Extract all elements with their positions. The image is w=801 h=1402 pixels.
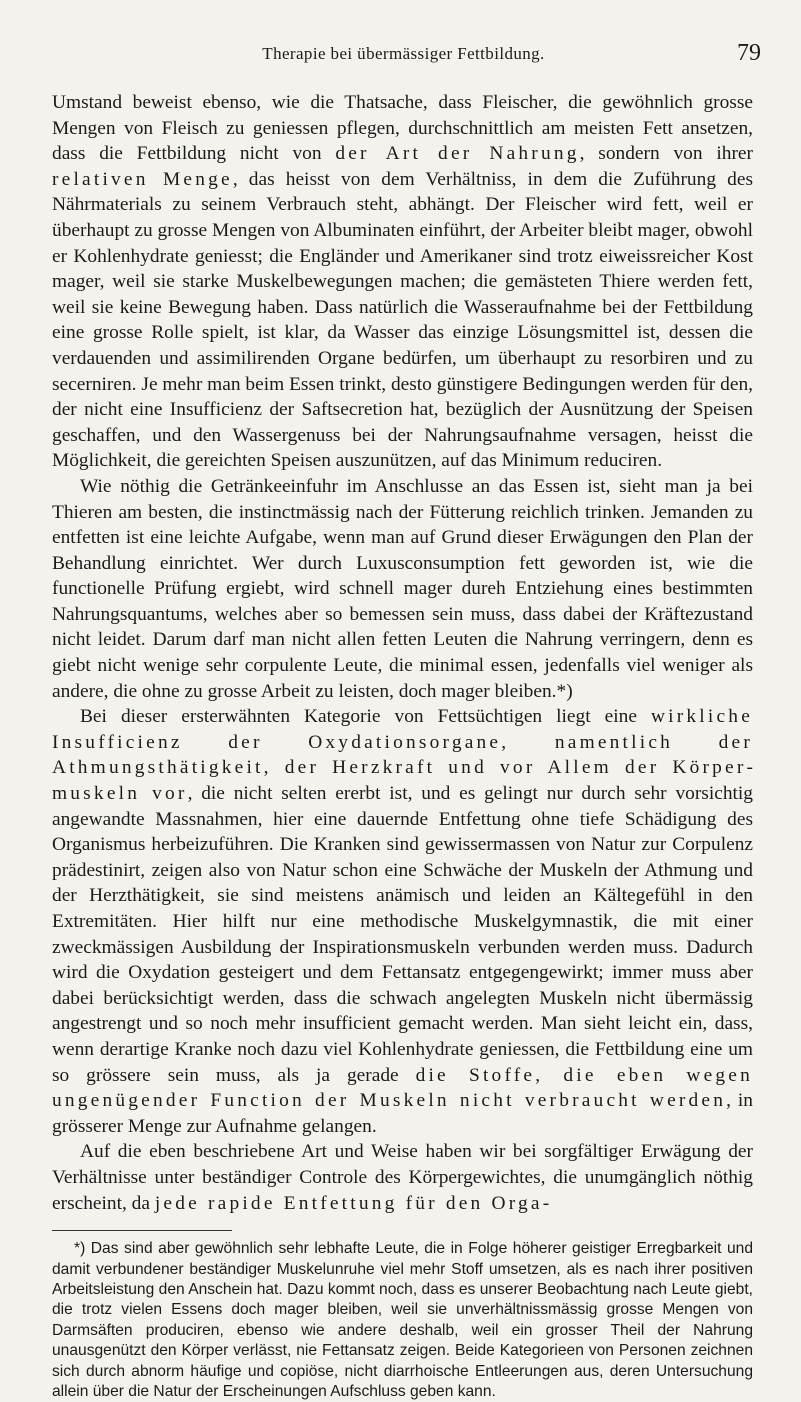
- text-segment: , sondern von ihrer: [579, 143, 753, 165]
- footnote-text: *) Das sind aber gewöhnlich sehr lebhafte Leute, die in Folge höherer geistiger Erregbarkeit und damit verbundener beständiger Muskelunruhe viel mehr Stoff umsetzen, als es nach ihrer positiven Arbeitsleistung den Anschein hat. Dazu kommt noch, dass es unserer Beobachtung nach Leute giebt, die trotz vielen Essens doch mager bleiben, weil sie unverhältnissmässig grosse Mengen von Darmsäften produciren, ebenso wie andere deshalb, weil ein grosser Theil der Nahrung unausgenützt den Körper verlässt, nie Fettansatz zeigen. Beide Kategorieen von Personen zeichnen sich durch abnorm häufige und copiöse, nicht diarrhoische Entleerungen aus, deren Untersuchung allein über die Natur der Erscheinungen Aufschluss geben kann.: [52, 1240, 753, 1400]
- page-header: [52, 0, 761, 66]
- spaced-emphasis: die Stoffe, die eben wegen ungenügender Function der Muskeln nicht verbraucht werden: [52, 1064, 753, 1112]
- text-segment: Umstand beweist ebenso, wie die Thatsache, dass Fleischer, die gewöhnlich grosse Mengen von Fleisch zu geniessen pflegen, durchschnittlich am meisten Fett ansetzen, dass die Fettbildung nicht von: [52, 92, 753, 165]
- spaced-emphasis: wirkliche Insufficienz der Oxydationsorgane, namentlich der Athmungsthätigkeit, der Herzkraft und vor Allem der Körpermuskeln vor: [52, 706, 753, 805]
- text-segment: Bei dieser ersterwähnten Kategorie von Fettsüchtigen liegt eine: [80, 706, 651, 728]
- paragraph-1: [52, 90, 753, 474]
- page-body: [52, 90, 753, 1402]
- spaced-emphasis: der Art der Nahrung: [335, 143, 580, 165]
- text-segment: , das heisst von dem Verhältniss, in dem die Zuführung des Nährmaterials zu seinem Verbrauch steht, abhängt. Der Fleischer wird fett, weil er überhaupt zu grosse Mengen von Albuminaten einführt, der Arbeiter bleibt mager, obwohl er Kohlenhydrate geniesst; die Engländer und Amerikaner sind trotz eiweissreicher Kost mager, weil sie starke Muskelbewegungen machen; die gemästeten Thiere werden fett, weil sie keine Bewegung haben. Dass natürlich die Wasseraufnahme bei der Fettbildung eine grosse Rolle spielt, ist klar, da Wasser das einzige Lösungsmittel ist, dessen die verdauenden und assimilirenden Organe bedürfen, um überhaupt zu resorbiren und zu secerniren. Je mehr man beim Essen trinkt, desto günstigere Bedingungen werden für den, der nicht eine Insufficienz der Saftsecretion hat, bezüglich der Ausnützung der Speisen geschaffen, und den Wassergenuss bei der Nahrungsaufnahme versagen, heisst die Möglichkeit, die gereichten Speisen auszunützen, auf das Minimum reduciren.: [52, 168, 753, 472]
- running-title: Therapie bei übermässiger Fettbildung.: [262, 44, 545, 63]
- page-number: 79: [737, 40, 761, 66]
- paragraph-3: [52, 704, 753, 1139]
- text-segment: , in grösserer Menge zur Aufnahme gelangen.: [52, 1090, 754, 1137]
- spaced-emphasis: relativen Menge: [52, 168, 233, 190]
- paragraph-2: [52, 474, 753, 704]
- spaced-emphasis: jede rapide Entfettung für den Orga-: [154, 1192, 553, 1214]
- footnote-divider: [52, 1230, 232, 1231]
- text-segment: , die nicht selten ererbt ist, und es gelingt nur durch sehr vorsichtig angewandte Massnahmen, hier eine dauernde Entfettung ohne tiefe Schädigung des Organismus herbeizuführen. Die Kranken sind gewissermassen von Natur zur Corpulenz prädestinirt, zeigen also von Natur schon eine Schwäche der Muskeln der Athmung und der Herzthätigkeit, sie sind meistens anämisch und leiden an Kältegefühl in den Extremitäten. Hier hilft nur eine methodische Muskelgymnastik, die mit einer zweckmässigen Ausbildung der Inspirationsmuskeln verbunden werden muss. Dadurch wird die Oxydation gesteigert und dem Fettansatz entgegengewirkt; immer muss aber dabei berücksichtigt werden, dass die schwach angelegten Muskeln nicht übermässig angestrengt und so noch mehr insufficient gemacht werden. Man sieht leicht ein, dass, wenn derartige Kranke noch dazu viel Kohlenhydrate geniessen, die Fettbildung eine um so grössere sein muss, als ja gerade: [52, 783, 753, 1086]
- paragraph-4: [52, 1139, 753, 1216]
- footnote: [52, 1239, 753, 1402]
- text-segment: Wie nöthig die Getränkeeinfuhr im Anschlusse an das Essen ist, sieht man ja bei Thieren am besten, die instinctmässig nach der Fütterung reichlich trinken. Jemanden zu entfetten ist eine leichte Aufgabe, wenn man auf Grund dieser Erwägungen den Plan der Behandlung einrichtet. Wer durch Luxusconsumption fett geworden ist, wie die functionelle Prüfung ergiebt, wird schnell mager dureh Entziehung eines bestimmten Nahrungsquantums, welches aber so bemessen sein muss, dass dabei der Kräftezustand nicht leidet. Darum darf man nicht allen fetten Leuten die Nahrung verringern, denn es giebt nicht wenige sehr corpulente Leute, die minimal essen, jedenfalls viel weniger als andere, die ohne zu grosse Arbeit zu leisten, doch mager bleiben.*): [52, 475, 753, 702]
- text-segment: Auf die eben beschriebene Art und Weise haben wir bei sorgfältiger Erwägung der Verhältnisse unter beständiger Controle des Körpergewichtes, die unumgänglich nöthig erscheint, da: [52, 1141, 753, 1214]
